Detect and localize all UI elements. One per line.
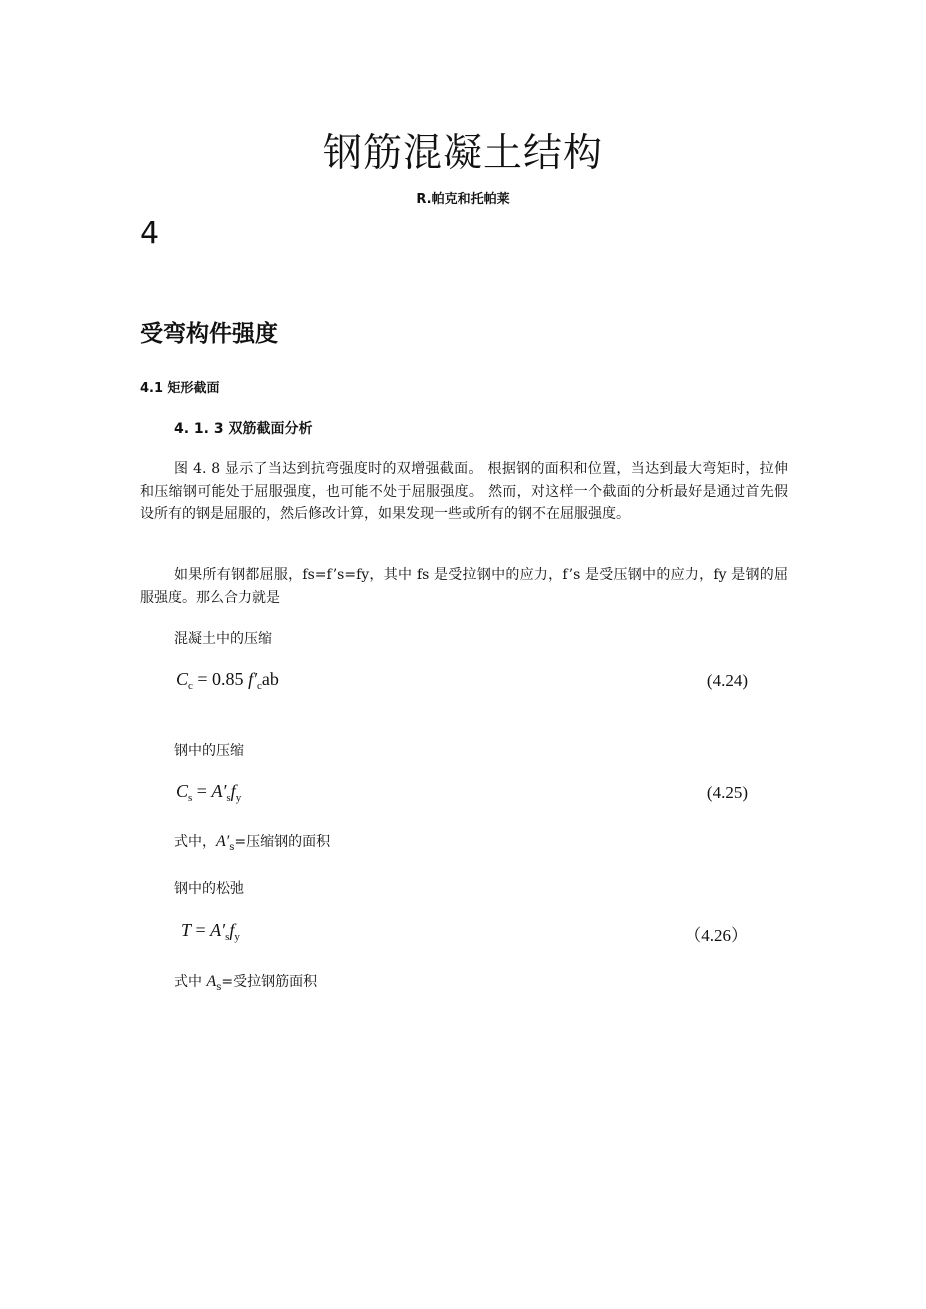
section-heading: 4.1 矩形截面 [140,381,220,396]
eq-operator: = [192,781,212,801]
eq-label-concrete-compression: 混凝土中的压缩 [174,631,272,647]
eq-symbol: A′ [210,920,226,940]
note-text: =受拉钢筋面积 [221,974,318,990]
note-text: =压缩钢的面积 [234,834,331,850]
eq-symbol: C [176,781,189,801]
note-symbol: A [206,973,217,990]
paragraph-1: 图 4. 8 显示了当达到抗弯强度时的双增强截面。 根据钢的面积和位置，当达到最大弯矩时，拉伸和压缩钢可能处于屈服强度，也可能不处于屈服强度。 然而，对这样一个截面的分析最好是通过首先假设所有的钢是屈服的，然后修改计算，如果发现一些或所有的钢不在屈服强度。 [140,461,788,522]
note-subscript: s [216,981,222,993]
eq-label-steel-tension: 钢中的松弛 [174,881,244,897]
eq-subscript: c [257,680,262,692]
chapter-title: 受弯构件强度 [140,321,278,347]
authors: R.帕克和托帕莱 [416,192,510,207]
eq-symbol: f′ [248,669,258,689]
eq-label-steel-compression: 钢中的压缩 [174,743,244,759]
eq-symbol: f [230,781,236,801]
equation-4-25 [176,781,241,804]
eq-symbol: C [176,669,189,689]
eq-subscript: s [226,792,231,804]
note-subscript: s [229,841,235,853]
eq-subscript: c [188,680,193,692]
note-symbol: A′ [216,833,230,850]
eq-term: ab [261,669,279,689]
note-prefix: 式中， [174,834,216,850]
eq-symbol: T [181,920,192,940]
chapter-number: 4 [140,216,160,251]
equation-4-26 [181,920,240,943]
equation-number: (4.25) [706,783,748,802]
eq-subscript: y [235,792,242,804]
subsection-heading: 4. 1. 3 双筋截面分析 [174,421,313,437]
equation-number: （4.26） [684,926,748,945]
eq-note-compression-steel [174,831,330,853]
eq-symbol: A′ [211,781,227,801]
eq-subscript: s [225,931,230,943]
eq-subscript: y [234,931,240,943]
eq-operator: = 0.85 [192,669,249,689]
note-prefix: 式中 [174,974,207,990]
eq-subscript: s [188,792,193,804]
equation-4-24 [176,669,279,692]
paragraph-2: 如果所有钢都屈服，fs=f’s=fy，其中 fs 是受拉钢中的应力，f’s 是受压钢中的应力，fy 是钢的屈服强度。那么合力就是 [140,567,788,606]
document-title: 钢筋混凝土结构 [322,131,603,176]
eq-operator: = [191,920,211,940]
equation-number: (4.24) [706,671,748,690]
eq-symbol: f [229,920,235,940]
eq-note-tension-steel [174,971,317,993]
